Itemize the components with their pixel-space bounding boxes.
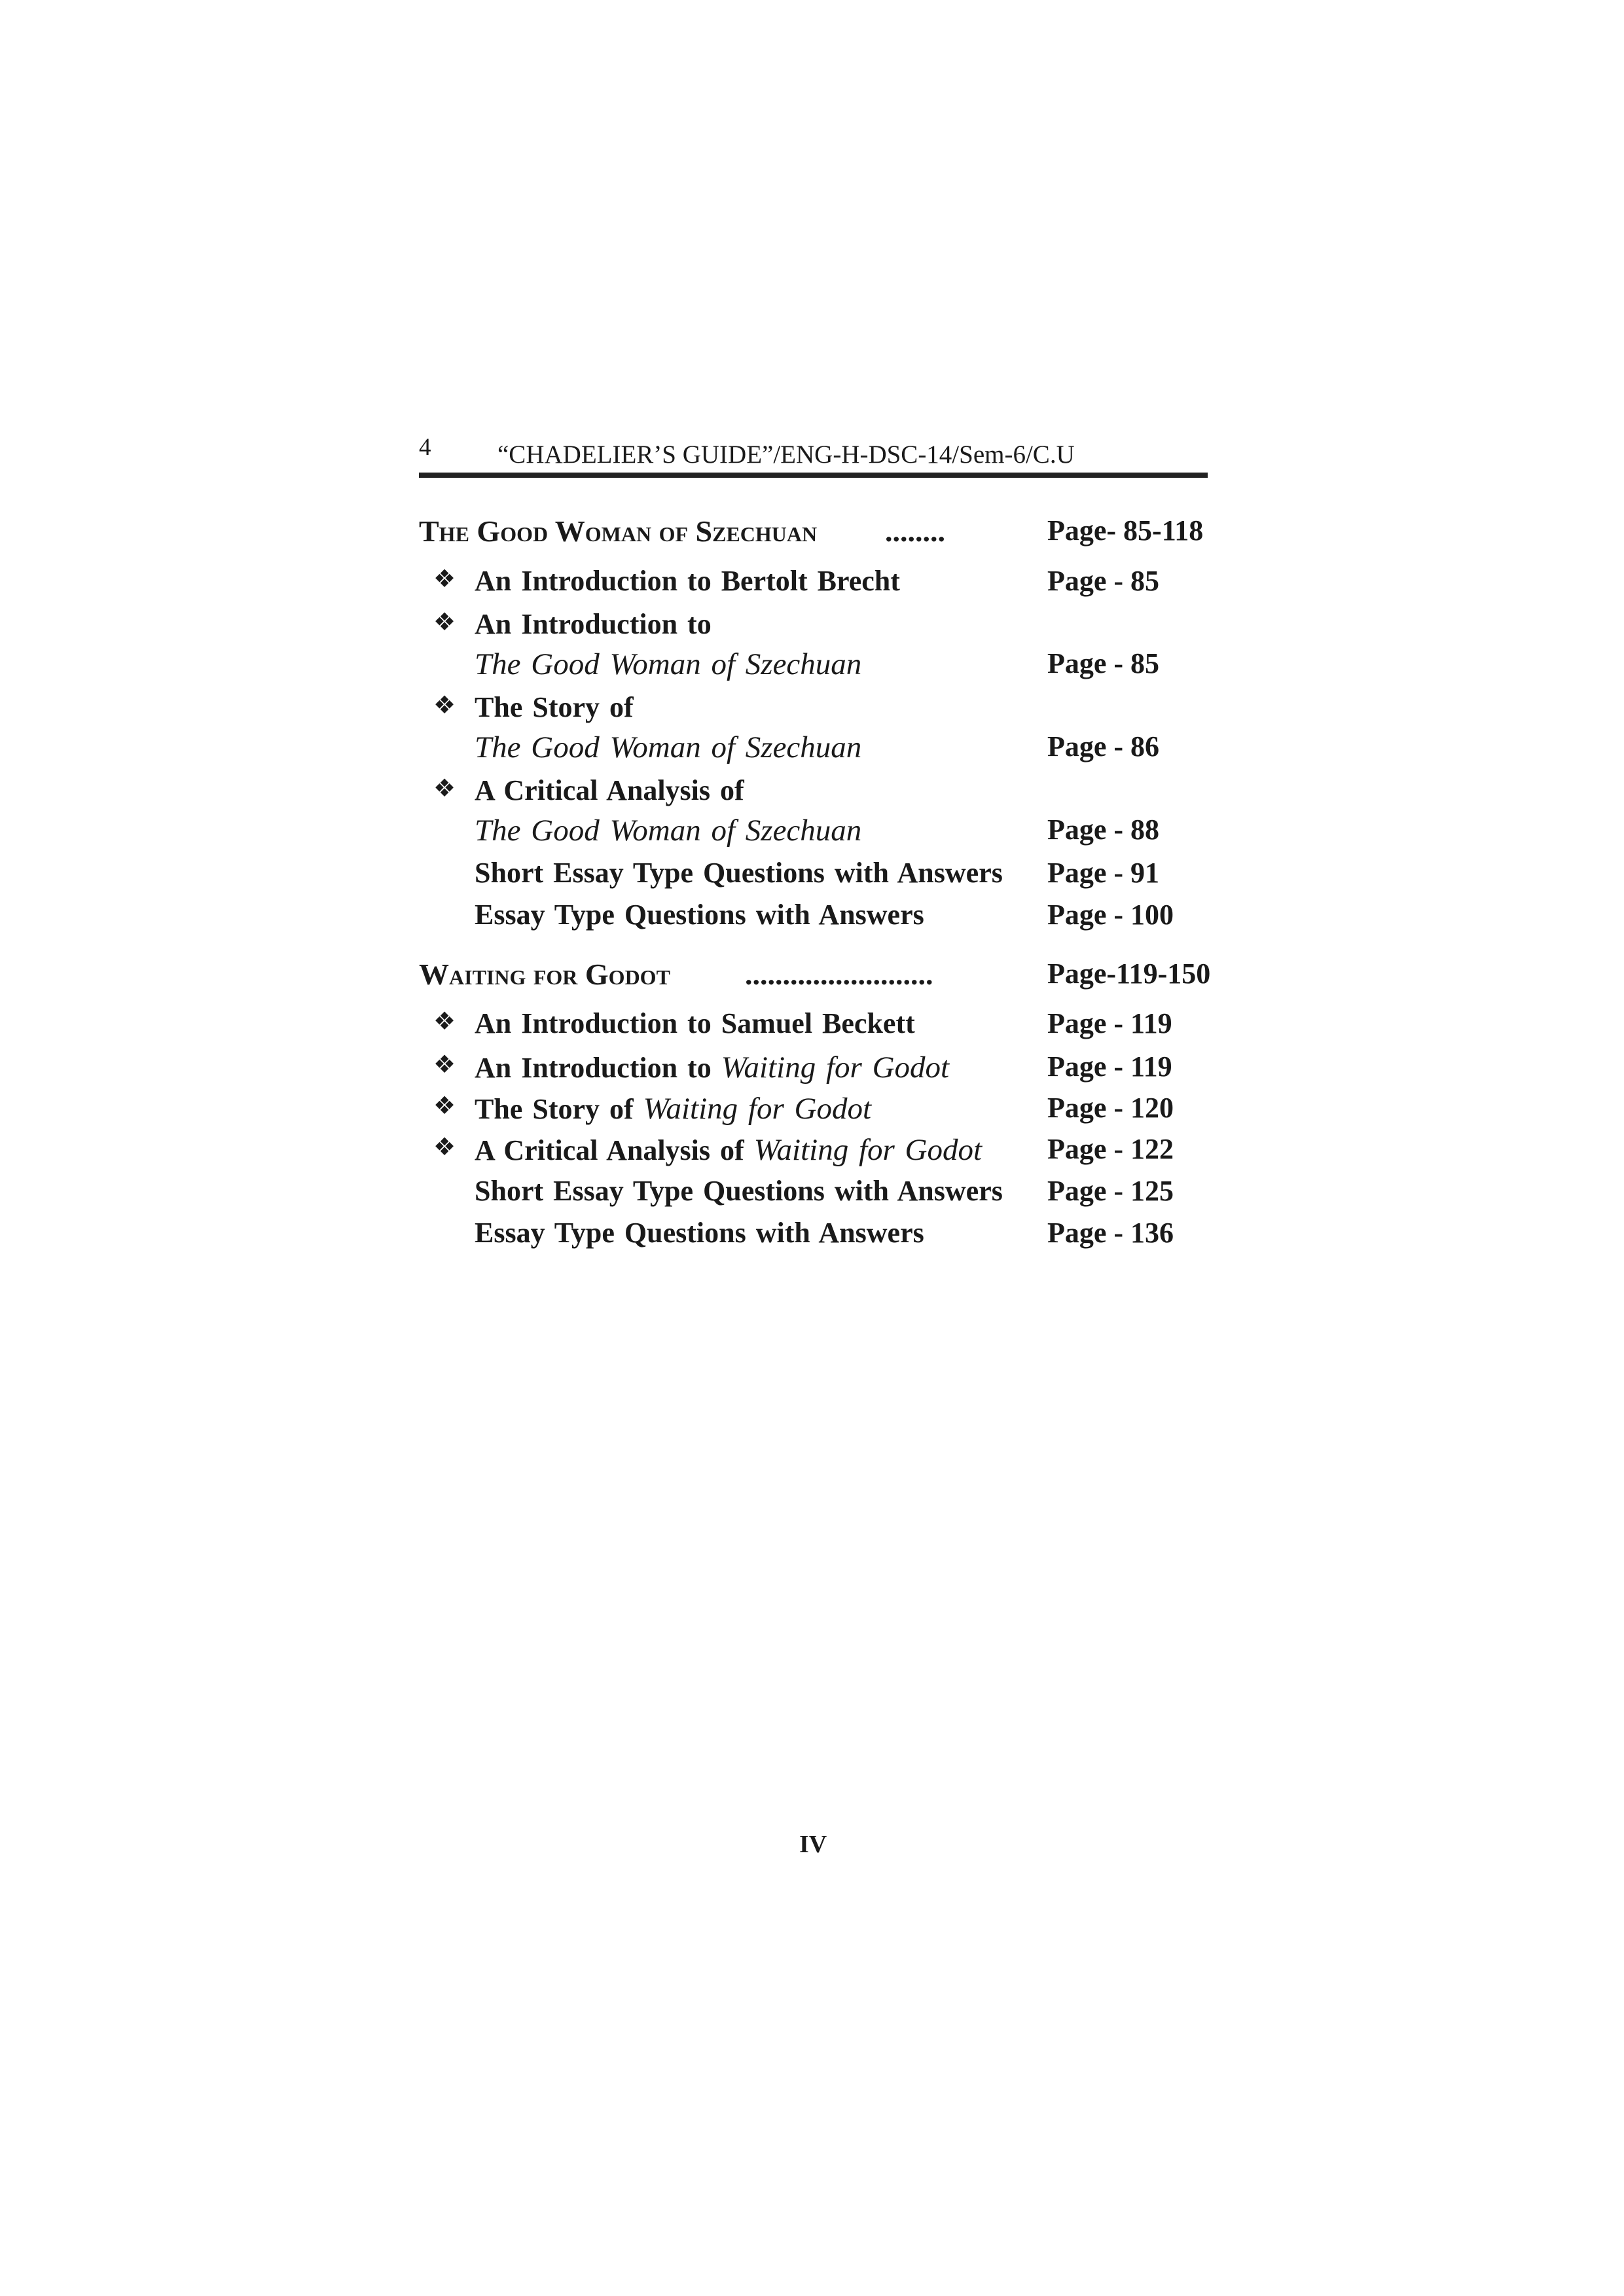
entry-text: Short Essay Type Questions with Answers xyxy=(475,857,1003,889)
bullet-icon: ❖ xyxy=(433,1134,456,1161)
work-title: The Good Woman of Szechuan xyxy=(475,647,862,681)
entry-page: Page - 85 xyxy=(1047,647,1160,679)
entry-page: Page - 91 xyxy=(1047,857,1160,889)
bullet-icon: ❖ xyxy=(433,565,456,593)
entry-text: A Critical Analysis of xyxy=(475,774,744,806)
section-page-range: Page-119-150 xyxy=(1047,958,1211,990)
bullet-icon: ❖ xyxy=(433,1092,456,1120)
section-title: The Good Woman of Szechuan xyxy=(419,514,818,548)
entry-text: Essay Type Questions with Answers xyxy=(475,1217,924,1249)
work-title: Waiting for Godot xyxy=(753,1133,983,1167)
entry-text: The Story of Waiting for Godot xyxy=(475,1092,872,1126)
header-page-number: 4 xyxy=(419,434,431,461)
header-rule xyxy=(419,473,1208,478)
entry-page: Page - 125 xyxy=(1047,1175,1174,1207)
section-page-range: Page- 85-118 xyxy=(1047,514,1204,547)
work-title: The Good Woman of Szechuan xyxy=(475,814,862,848)
entry-page: Page - 86 xyxy=(1047,730,1160,762)
entry-text: An Introduction to xyxy=(475,608,712,640)
entry-text: An Introduction to Waiting for Godot xyxy=(475,1050,950,1085)
bullet-icon: ❖ xyxy=(433,692,456,719)
entry-page: Page - 88 xyxy=(1047,814,1160,846)
header-title: “CHADELIER’S GUIDE”/ENG-H-DSC-14/Sem-6/C.U xyxy=(497,440,1075,469)
entry-page: Page - 119 xyxy=(1047,1007,1172,1039)
entry-page: Page - 136 xyxy=(1047,1217,1174,1249)
bullet-icon: ❖ xyxy=(433,1008,456,1035)
entry-text: Short Essay Type Questions with Answers xyxy=(475,1175,1003,1207)
leader-dots: ......................... xyxy=(745,958,933,991)
entry-page: Page - 85 xyxy=(1047,565,1160,597)
running-header xyxy=(419,433,1208,478)
roman-page-number: IV xyxy=(799,1831,827,1858)
entry-page: Page - 120 xyxy=(1047,1092,1174,1124)
entry-page: Page - 119 xyxy=(1047,1050,1172,1083)
entry-page: Page - 100 xyxy=(1047,899,1174,931)
work-title: Waiting for Godot xyxy=(643,1092,872,1126)
entry-text: An Introduction to Samuel Beckett xyxy=(475,1007,915,1039)
bullet-icon: ❖ xyxy=(433,775,456,802)
bullet-icon: ❖ xyxy=(433,609,456,636)
work-title: The Good Woman of Szechuan xyxy=(475,730,862,764)
entry-text: Essay Type Questions with Answers xyxy=(475,899,924,931)
bullet-icon: ❖ xyxy=(433,1051,456,1079)
work-title: Waiting for Godot xyxy=(721,1050,950,1085)
entry-text: The Story of xyxy=(475,691,634,723)
entry-text: A Critical Analysis of Waiting for Godot xyxy=(475,1133,983,1167)
entry-text: An Introduction to Bertolt Brecht xyxy=(475,565,900,597)
section-title: Waiting for Godot xyxy=(419,958,670,991)
leader-dots: ........ xyxy=(885,514,945,548)
entry-page: Page - 122 xyxy=(1047,1133,1174,1165)
